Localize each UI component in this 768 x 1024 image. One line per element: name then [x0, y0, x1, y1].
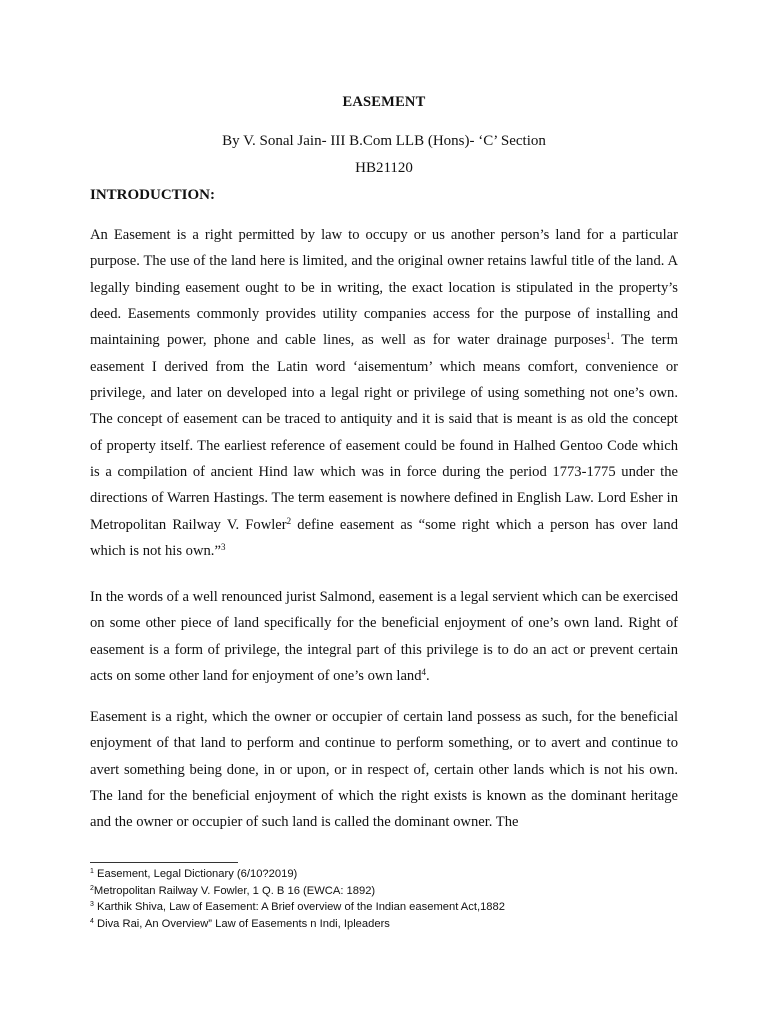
footnote-text: Metropolitan Railway V. Fowler, 1 Q. B 16 (EWCA: 1892) [93, 884, 376, 897]
footnote-item [90, 883, 678, 900]
section-heading: INTRODUCTION: [90, 187, 216, 203]
paragraph-text: An Easement is a right permitted by law to occupy or us another person’s land for a particular purpose. The use of the land here is limited, and the original owner retains lawful title of the land. A legally binding easement ought to be in writing, the exact location is stipulated in the property’s deed. Easements commonly provides utility companies access for the purpose of installing and maintaining power, phone and cable lines, as well as for water drainage purposes [90, 227, 678, 349]
author-byline: By V. Sonal Jain- III B.Com LLB (Hons)- ‘C’ Section [222, 133, 546, 149]
footnote-separator [90, 862, 238, 863]
paragraph-text: Easement is a right, which the owner or occupier of certain land possess as such, for the beneficial enjoyment of that land to perform and continue to perform something, or to avert and continue to avert something being done, in or upon, or in respect of, certain other lands which is not his own. The land for the beneficial enjoyment of which the right exists is known as the dominant heritage and the owner or occupier of such land is called the dominant owner. The [90, 709, 678, 831]
footnote-number: 1 [90, 868, 94, 875]
footnote-text: Karthik Shiva, Law of Easement: A Brief overview of the Indian easement Act,1882 [93, 901, 505, 913]
document-title: EASEMENT [342, 94, 426, 110]
footnote-ref[interactable]: 4 [421, 667, 427, 678]
paragraph-text: In the words of a well renounced jurist Salmond, easement is a legal servient which can be exercised on some other piece of land specifically for the beneficial enjoyment of one’s own land. Right of easement is a form of privilege, the integral part of this privilege is to do an act or prevent certain acts on some other land for enjoyment of one’s own land [90, 589, 678, 685]
paragraph-text: . [426, 668, 430, 685]
footnote-text: Diva Rai, An Overview” Law of Easements n Indi, Ipleaders [93, 917, 390, 930]
paragraph-introduction [90, 222, 678, 564]
paragraph-salmond [90, 584, 678, 689]
paragraph-text: define easement as “some right which a person has over land which is not his own.” [90, 516, 678, 560]
registration-number: HB21120 [355, 160, 413, 176]
footnote-item [90, 866, 678, 883]
footnote-item [90, 899, 678, 916]
paragraph-definition [90, 704, 678, 836]
footnote-item [90, 916, 678, 933]
footnote-number: 3 [90, 901, 94, 908]
footnote-number: 2 [90, 884, 94, 892]
footnote-ref[interactable]: 3 [220, 542, 226, 553]
footnotes [90, 866, 678, 932]
footnote-number: 4 [90, 917, 94, 925]
footnote-text: Easement, Legal Dictionary (6/10?2019) [93, 868, 298, 880]
footnote-ref[interactable]: 1 [606, 331, 611, 342]
footnote-ref[interactable]: 2 [286, 515, 292, 526]
paragraph-text: . The term easement I derived from the Latin word ‘aisementum’ which means comfort, convenience or privilege, and later on developed into a legal right or privilege of using something not one’s own. The concept of easement can be traced to antiquity and it is said that is meant is as old the concept of property itself. The earliest reference of easement could be found in Halhed Gentoo Code which is a compilation of ancient Hind law which was in force during the period 1773-1775 under the directions of Warren Hastings. The term easement is nowhere defined in English Law. Lord Esher in Metropolitan Railway V. Fowler [90, 332, 678, 533]
